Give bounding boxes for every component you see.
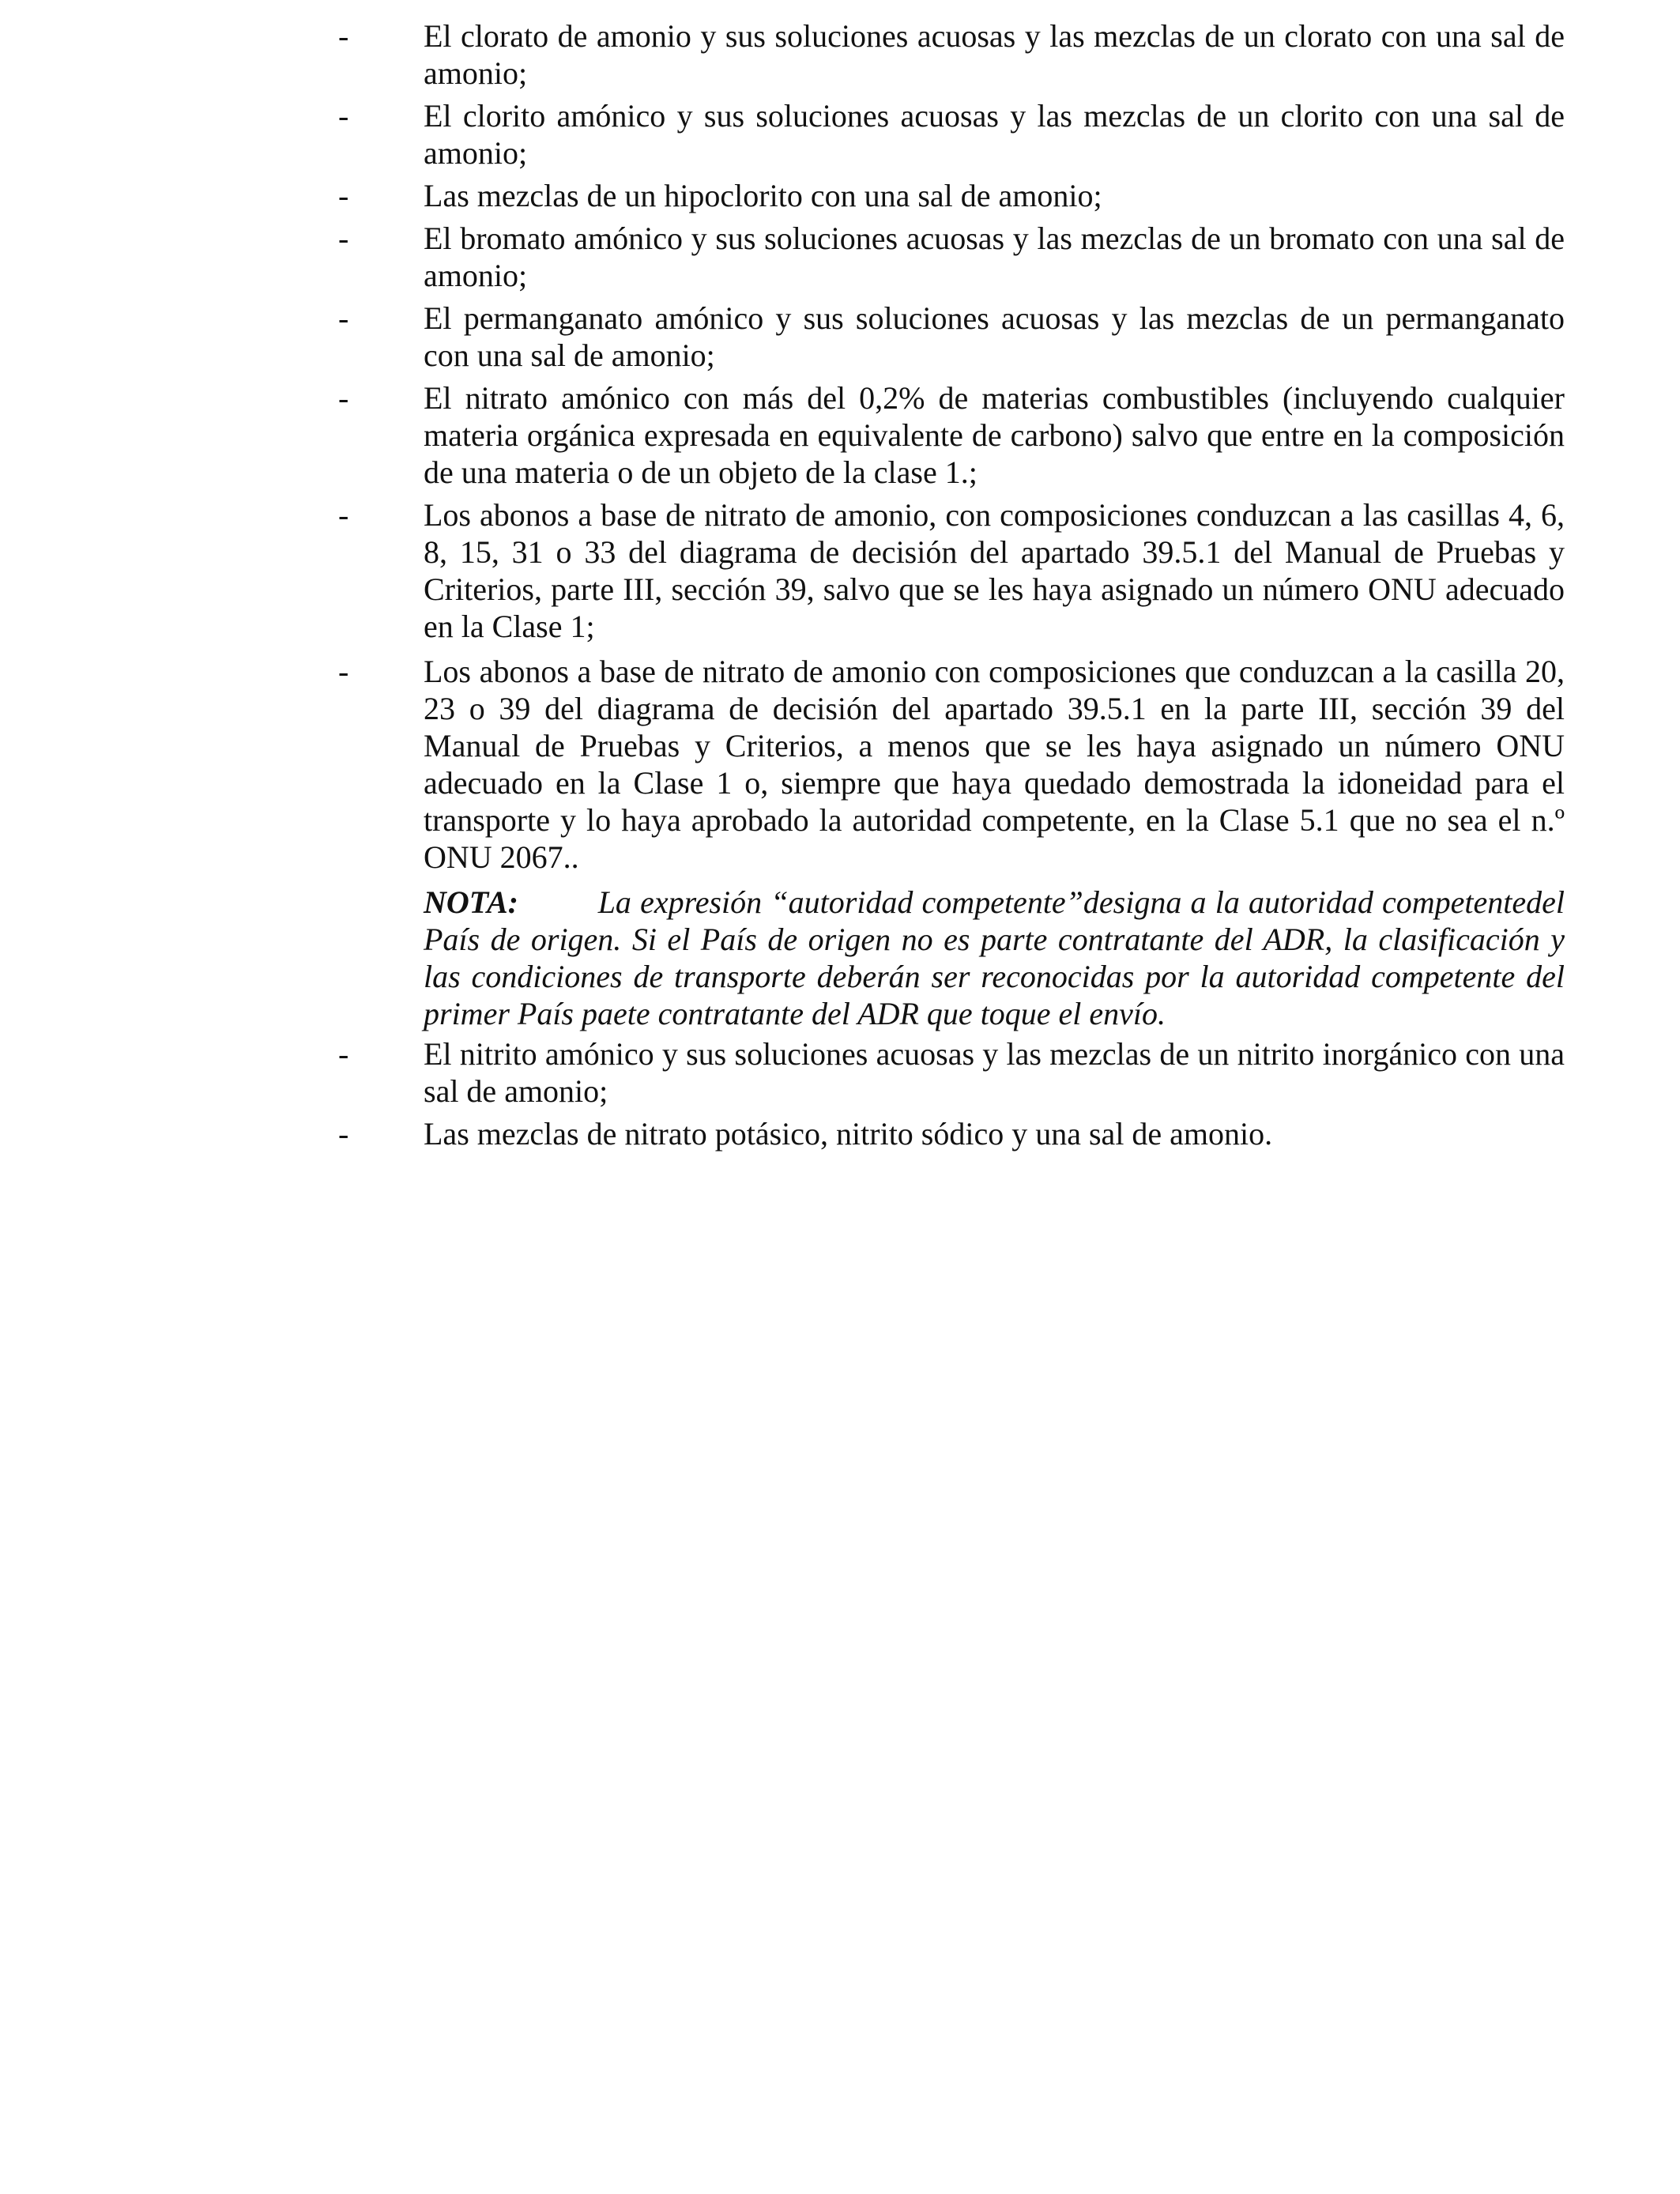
dash-bullet: - [338,1036,349,1072]
list-item-text: El nitrato amónico con más del 0,2% de materias combustibles (incluyendo cualquier materia orgánica expresada en equivalente de carbono) salvo que entre en la composición de una materia o de un objeto de la clase 1.; [424,380,1565,490]
dash-bullet: - [338,497,349,533]
list-item [338,17,1565,92]
note-text: La expresión “autoridad competente”designa a la autoridad competentedel País de origen. Si el País de origen no es parte contratante del ADR, la clasificación y las condiciones de transporte deberán ser reconocidas por la autoridad competente del primer País paete contratante del ADR que toque el envío. [424,884,1565,1031]
substance-list [338,17,1565,1158]
dash-bullet: - [338,98,349,134]
list-item-text: El clorito amónico y sus soluciones acuosas y las mezclas de un clorito con una sal de amonio; [424,98,1565,171]
dash-bullet: - [338,221,349,256]
list-item-text: El nitrito amónico y sus soluciones acuosas y las mezclas de un nitrito inorgánico con una sal de amonio; [424,1036,1565,1109]
dash-bullet: - [338,18,349,54]
list-item-text: Las mezclas de un hipoclorito con una sal de amonio; [424,178,1102,213]
note-spacer [527,884,589,920]
note-paragraph [424,884,1565,1032]
list-item [338,379,1565,491]
list-item-text: Los abonos a base de nitrato de amonio, con composiciones conduzcan a las casillas 4, 6, 8, 15, 31 o 33 del diagrama de decisión del apartado 39.5.1 del Manual de Pruebas y Criterios, parte III, sección 39, salvo que se les haya asignado un número ONU adecuado en la Clase 1; [424,497,1565,644]
list-item-text: Las mezclas de nitrato potásico, nitrito sódico y una sal de amonio. [424,1116,1273,1152]
list-item [338,177,1565,214]
list-item-text: El clorato de amonio y sus soluciones acuosas y las mezclas de un clorato con una sal de amonio; [424,18,1565,91]
note-label: NOTA: [424,884,518,920]
list-item [338,496,1565,645]
list-item [338,653,1565,876]
dash-bullet: - [338,1116,349,1152]
dash-bullet: - [338,654,349,689]
list-item [338,220,1565,294]
list-item-text: Los abonos a base de nitrato de amonio con composiciones que conduzcan a la casilla 20, 23 o 39 del diagrama de decisión del apartado 39.5.1 en la parte III, sección 39 del Manual de Pruebas y Criterios, a menos que se les haya asignado un número ONU adecuado en la Clase 1 o, siempre que haya quedado demostrada la idoneidad para el transporte y lo haya aprobado la autoridad competente, en la Clase 5.1 que no sea el n.º ONU 2067.. [424,654,1565,875]
dash-bullet: - [338,380,349,416]
list-item [338,300,1565,374]
list-item [338,97,1565,172]
list-item-text: El bromato amónico y sus soluciones acuosas y las mezclas de un bromato con una sal de amonio; [424,221,1565,293]
list-item [338,1115,1565,1152]
list-item [338,1035,1565,1110]
list-item-text: El permanganato amónico y sus soluciones acuosas y las mezclas de un permanganato con una sal de amonio; [424,300,1565,373]
dash-bullet: - [338,178,349,213]
dash-bullet: - [338,300,349,336]
